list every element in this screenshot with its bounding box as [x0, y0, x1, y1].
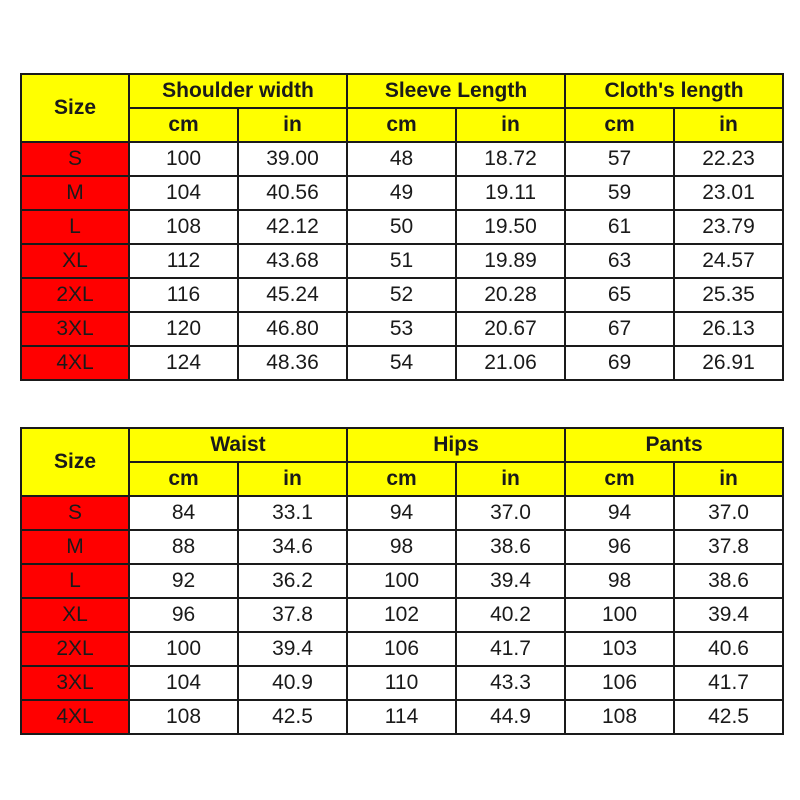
unit-header: cm: [347, 108, 456, 142]
measurement-value: 96: [565, 530, 674, 564]
table-row: [21, 496, 783, 530]
measurement-value: 39.4: [456, 564, 565, 598]
measurement-value: 106: [565, 666, 674, 700]
size-chart-table-upper: [20, 73, 784, 381]
measurement-value: 65: [565, 278, 674, 312]
measurement-value: 98: [565, 564, 674, 598]
table-row: [21, 278, 783, 312]
measurement-value: 33.1: [238, 496, 347, 530]
unit-header: in: [456, 108, 565, 142]
measurement-value: 54: [347, 346, 456, 380]
size-label: M: [21, 176, 129, 210]
measurement-value: 53: [347, 312, 456, 346]
measurement-value: 61: [565, 210, 674, 244]
measurement-value: 106: [347, 632, 456, 666]
measurement-value: 46.80: [238, 312, 347, 346]
measurement-value: 51: [347, 244, 456, 278]
measurement-value: 41.7: [674, 666, 783, 700]
size-label: XL: [21, 244, 129, 278]
size-label: M: [21, 530, 129, 564]
measurement-value: 41.7: [456, 632, 565, 666]
size-label: 4XL: [21, 700, 129, 734]
measurement-value: 100: [565, 598, 674, 632]
measurement-value: 20.67: [456, 312, 565, 346]
table-row: [21, 598, 783, 632]
unit-header: in: [238, 462, 347, 496]
measurement-value: 37.8: [674, 530, 783, 564]
unit-header: cm: [129, 108, 238, 142]
measurement-value: 108: [129, 210, 238, 244]
measurement-value: 67: [565, 312, 674, 346]
measurement-value: 94: [565, 496, 674, 530]
measurement-value: 96: [129, 598, 238, 632]
measurement-value: 57: [565, 142, 674, 176]
measurement-group-header: Shoulder width: [129, 74, 347, 108]
table-row: [21, 632, 783, 666]
measurement-value: 19.11: [456, 176, 565, 210]
measurement-group-header: Hips: [347, 428, 565, 462]
measurement-value: 48: [347, 142, 456, 176]
table-row: [21, 176, 783, 210]
measurement-value: 43.68: [238, 244, 347, 278]
size-label: 3XL: [21, 666, 129, 700]
size-label: S: [21, 496, 129, 530]
measurement-value: 92: [129, 564, 238, 598]
size-label: 4XL: [21, 346, 129, 380]
measurement-value: 19.50: [456, 210, 565, 244]
size-label: S: [21, 142, 129, 176]
measurement-value: 49: [347, 176, 456, 210]
measurement-group-header: Sleeve Length: [347, 74, 565, 108]
header-row-units: [21, 108, 783, 142]
measurement-value: 112: [129, 244, 238, 278]
measurement-value: 104: [129, 666, 238, 700]
measurement-value: 120: [129, 312, 238, 346]
measurement-value: 37.0: [456, 496, 565, 530]
size-label: XL: [21, 598, 129, 632]
measurement-value: 59: [565, 176, 674, 210]
measurement-value: 116: [129, 278, 238, 312]
table-row: [21, 700, 783, 734]
measurement-value: 40.9: [238, 666, 347, 700]
header-row-groups: [21, 74, 783, 108]
measurement-value: 84: [129, 496, 238, 530]
measurement-value: 42.5: [238, 700, 347, 734]
measurement-value: 24.57: [674, 244, 783, 278]
table-row: [21, 210, 783, 244]
measurement-value: 18.72: [456, 142, 565, 176]
measurement-value: 43.3: [456, 666, 565, 700]
unit-header: cm: [565, 108, 674, 142]
measurement-value: 108: [565, 700, 674, 734]
size-label: 2XL: [21, 278, 129, 312]
measurement-value: 94: [347, 496, 456, 530]
measurement-value: 104: [129, 176, 238, 210]
size-label: 3XL: [21, 312, 129, 346]
measurement-value: 40.56: [238, 176, 347, 210]
unit-header: cm: [565, 462, 674, 496]
header-row-groups: [21, 428, 783, 462]
size-label: L: [21, 210, 129, 244]
measurement-value: 23.01: [674, 176, 783, 210]
measurement-value: 39.00: [238, 142, 347, 176]
size-chart-table-lower: [20, 427, 784, 735]
table-row: [21, 142, 783, 176]
measurement-value: 38.6: [674, 564, 783, 598]
measurement-group-header: Cloth's length: [565, 74, 783, 108]
unit-header: cm: [347, 462, 456, 496]
measurement-value: 39.4: [674, 598, 783, 632]
measurement-value: 25.35: [674, 278, 783, 312]
table-row: [21, 244, 783, 278]
measurement-value: 44.9: [456, 700, 565, 734]
measurement-value: 40.2: [456, 598, 565, 632]
size-header: Size: [21, 428, 129, 496]
measurement-value: 42.5: [674, 700, 783, 734]
measurement-value: 42.12: [238, 210, 347, 244]
measurement-value: 114: [347, 700, 456, 734]
measurement-value: 69: [565, 346, 674, 380]
size-label: 2XL: [21, 632, 129, 666]
header-row-units: [21, 462, 783, 496]
measurement-group-header: Waist: [129, 428, 347, 462]
measurement-value: 63: [565, 244, 674, 278]
measurement-value: 40.6: [674, 632, 783, 666]
size-label: L: [21, 564, 129, 598]
measurement-value: 100: [347, 564, 456, 598]
unit-header: in: [674, 462, 783, 496]
table-row: [21, 564, 783, 598]
measurement-value: 50: [347, 210, 456, 244]
measurement-value: 98: [347, 530, 456, 564]
measurement-value: 110: [347, 666, 456, 700]
measurement-value: 37.8: [238, 598, 347, 632]
measurement-value: 22.23: [674, 142, 783, 176]
measurement-value: 48.36: [238, 346, 347, 380]
measurement-value: 45.24: [238, 278, 347, 312]
measurement-value: 19.89: [456, 244, 565, 278]
unit-header: cm: [129, 462, 238, 496]
table-row: [21, 530, 783, 564]
measurement-value: 52: [347, 278, 456, 312]
measurement-value: 34.6: [238, 530, 347, 564]
table-row: [21, 312, 783, 346]
measurement-value: 103: [565, 632, 674, 666]
measurement-value: 102: [347, 598, 456, 632]
unit-header: in: [456, 462, 565, 496]
measurement-value: 21.06: [456, 346, 565, 380]
measurement-value: 37.0: [674, 496, 783, 530]
table-row: [21, 666, 783, 700]
measurement-value: 26.13: [674, 312, 783, 346]
measurement-value: 20.28: [456, 278, 565, 312]
measurement-value: 100: [129, 632, 238, 666]
measurement-value: 88: [129, 530, 238, 564]
measurement-value: 100: [129, 142, 238, 176]
measurement-value: 39.4: [238, 632, 347, 666]
measurement-value: 23.79: [674, 210, 783, 244]
unit-header: in: [674, 108, 783, 142]
table-row: [21, 346, 783, 380]
unit-header: in: [238, 108, 347, 142]
measurement-value: 108: [129, 700, 238, 734]
measurement-value: 38.6: [456, 530, 565, 564]
measurement-group-header: Pants: [565, 428, 783, 462]
measurement-value: 26.91: [674, 346, 783, 380]
measurement-value: 124: [129, 346, 238, 380]
measurement-value: 36.2: [238, 564, 347, 598]
size-header: Size: [21, 74, 129, 142]
